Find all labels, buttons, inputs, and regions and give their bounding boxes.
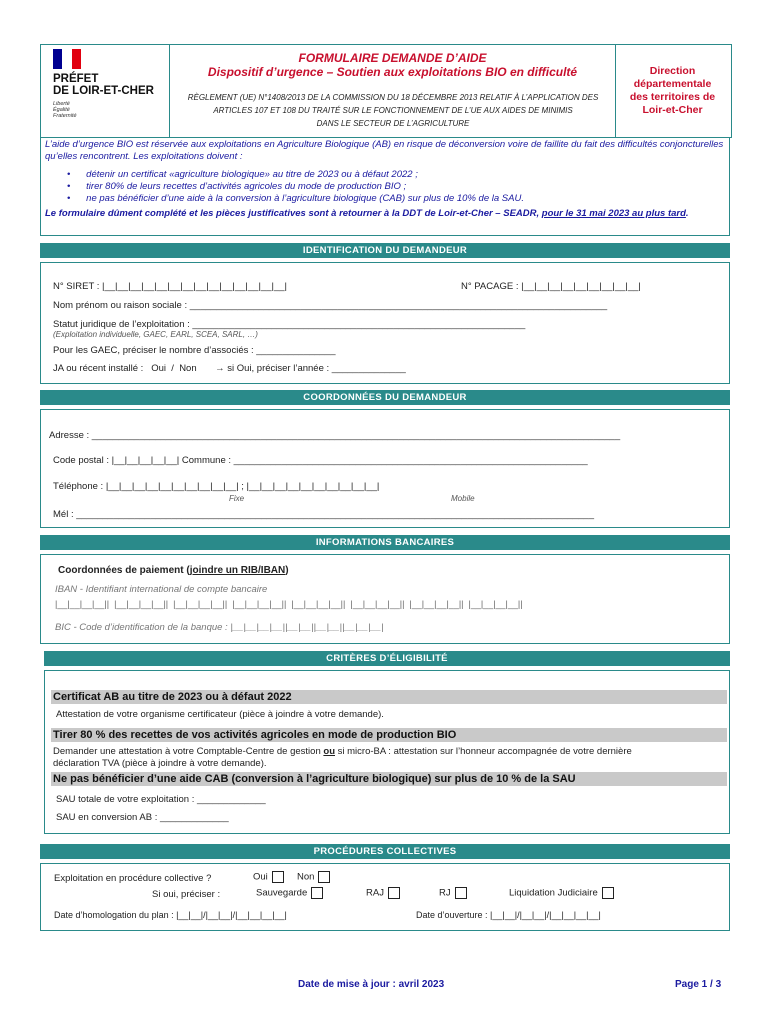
telephone-field[interactable]: Téléphone : |__|__|__|__|__|__|__|__|__|__| ; |__|__|__|__|__|__|__|__|__|__| [53,481,380,492]
direction-label: Direction départementale des territoires de Loir-et-Cher [629,65,716,116]
intro-text: L’aide d’urgence BIO est réservée aux exploitations en Agriculture Biologique (AB) en risque de déconversion voire de faillite du fait des difficultés conjoncturelles qu’elles rencontrent. Les exploitations doivent : [45,139,724,162]
sau-totale-field[interactable]: SAU totale de votre exploitation : _____________ [56,794,266,805]
section-coordonnees-header: COORDONNÉES DU DEMANDEUR [40,390,730,405]
section-bancaires-header: INFORMATIONS BANCAIRES [40,535,730,550]
ja-field[interactable]: JA ou récent installé : Oui / Non → si Oui, préciser l’année : ______________ [53,363,406,374]
form-title-block [169,45,616,137]
direction-block [614,45,731,137]
list-item: • tirer 80% de leurs recettes d’activités agricoles du mode de production BIO ; [67,181,407,192]
oui-checkbox[interactable] [272,871,284,883]
reglement-reference: RÈGLEMENT (UE) N°1408/2013 DE LA COMMISSION DU 18 DÉCEMBRE 2013 RELATIF À L’APPLICATION DES ARTICLES 107 ET 108 DU TRAITÉ SUR LE FONCTIONNEMENT DE L’UE AUX AIDES DE MINIMIS DANS LE SECTEUR DE L’AGRICULTURE [187,93,599,128]
mel-field[interactable]: Mél : __________________________________________________________________________________________________ [53,509,595,520]
date-ouverture-field[interactable]: Date d’ouverture : |__|__|/|__|__|/|__|__|__|__| [416,910,601,920]
critere-recettes-text-2: déclaration TVA (pièce à joindre à votre demande). [53,758,267,769]
deadline-notice: Le formulaire dûment complété et les pièces justificatives sont à retourner à la DDT de Loir-et-Cher – SEADR, pour le 31 mai 2023 au plus tard. [45,208,689,219]
criteres-box [44,670,730,834]
section-identification-header: IDENTIFICATION DU DEMANDEUR [40,243,730,258]
criteria-bullet-list [67,169,727,205]
fixe-label: Fixe [229,494,245,503]
date-homologation-field[interactable]: Date d’homologation du plan : |__|__|/|__|__|/|__|__|__|__| [54,910,287,920]
section-criteres-header: CRITÈRES D’ÉLIGIBILITÉ [44,651,730,666]
section-procedures-header: PROCÉDURES COLLECTIVES [40,844,730,859]
identification-box [40,262,730,384]
rj-option[interactable]: RJ [439,887,467,899]
procedure-question: Exploitation en procédure collective ? [54,873,212,884]
non-option[interactable]: Non [297,871,330,883]
prefecture-logo [41,45,169,137]
adresse-field[interactable]: Adresse : ____________________________________________________________________________________________________ [49,430,621,441]
iban-label: IBAN - Identifiant international de compte bancaire [55,584,268,595]
rj-checkbox[interactable] [455,887,467,899]
update-date: Date de mise à jour : avril 2023 [298,979,445,990]
raj-option[interactable]: RAJ [366,887,400,899]
siret-field[interactable]: N° SIRET : |__|__|__|__|__|__|__|__|__|__|__|__|__|__| [53,281,287,292]
critere-certificat-text: Attestation de votre organisme certificateur (pièce à joindre à votre demande). [56,709,384,720]
bancaires-box [40,554,730,644]
sauvegarde-checkbox[interactable] [311,887,323,899]
code-postal-commune-field[interactable]: Code postal : |__|__|__|__|__| Commune : ___________________________________________________________________ [53,455,588,466]
bic-field[interactable]: BIC - Code d’identification de la banque : |__|__|__|__||__|__||__|__||__|__|__| [55,622,384,633]
non-checkbox[interactable] [318,871,330,883]
sauvegarde-option[interactable]: Sauvegarde [256,887,323,899]
mobile-label: Mobile [451,494,475,503]
procedures-box [40,863,730,931]
gaec-associes-field[interactable]: Pour les GAEC, préciser le nombre d’associés : _______________ [53,345,336,356]
oui-option[interactable]: Oui [253,871,284,883]
pacage-field[interactable]: N° PACAGE : |__|__|__|__|__|__|__|__|__| [461,281,641,292]
form-title: FORMULAIRE DEMANDE D’AIDE [298,51,487,65]
statut-hint: (Exploitation individuelle, GAEC, EARL, SCEA, SARL, …) [53,330,258,339]
iban-field[interactable]: |__|__|__|__|| |__|__|__|__|| |__|__|__|__|| |__|__|__|__|| |__|__|__|__|| |__|__|__|__|| |__|__|__|__|| |__|__|__|__|| [55,599,523,609]
prefet-label: PRÉFET DE LOIR-ET-CHER [53,73,154,97]
list-item: • ne pas bénéficier d’une aide à la conversion à l’agriculture biologique (CAB) sur plus de 10% de la SAU. [67,193,524,204]
marianne-flag-icon [53,49,81,69]
liquidation-option[interactable]: Liquidation Judiciaire [509,887,614,899]
si-oui-preciser-label: Si oui, préciser : [152,889,221,900]
page-number: Page 1 / 3 [675,979,722,990]
sau-conversion-field[interactable]: SAU en conversion AB : _____________ [56,812,229,823]
form-subtitle: Dispositif d’urgence – Soutien aux exploitations BIO en difficulté [207,65,578,79]
critere-certificat-title: Certificat AB au titre de 2023 ou à défaut 2022 [53,691,292,703]
document-header [40,44,732,138]
coordonnees-paiement-label: Coordonnées de paiement (joindre un RIB/IBAN) [58,565,289,576]
critere-recettes-title: Tirer 80 % des recettes de vos activités agricoles en mode de production BIO [53,729,457,741]
liquidation-checkbox[interactable] [602,887,614,899]
devise: Liberté Égalité Fraternité [53,101,77,119]
statut-field[interactable]: Statut juridique de l’exploitation : _______________________________________________________________ [53,319,526,330]
intro-box [40,137,730,236]
raj-checkbox[interactable] [388,887,400,899]
critere-recettes-text: Demander une attestation à votre Comptable-Centre de gestion ou si micro-BA : attestation sur l’honneur accompagnée de votre dernière [53,746,632,757]
list-item: • détenir un certificat «agriculture biologique» au titre de 2023 ou à défaut 2022 ; [67,169,418,180]
deadline-date: pour le 31 mai 2023 au plus tard [541,208,686,219]
nom-field[interactable]: Nom prénom ou raison sociale : _______________________________________________________________________________ [53,300,608,311]
critere-cab-title: Ne pas bénéficier d’une aide CAB (conversion à l’agriculture biologique) sur plus de 10 % de la SAU [53,773,576,785]
coordonnees-box [40,409,730,528]
